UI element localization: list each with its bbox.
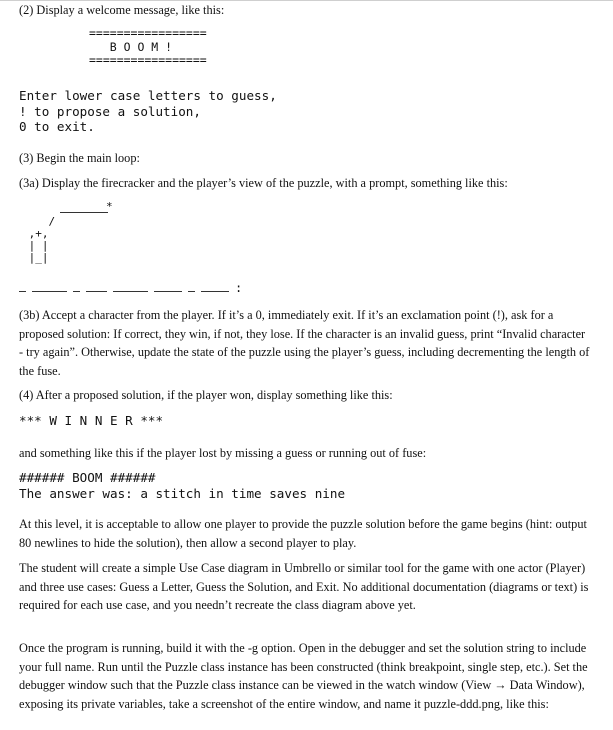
puzzle-blanks xyxy=(19,281,242,295)
step-3-heading: (3) Begin the main loop: xyxy=(19,151,140,165)
puzzle-blank xyxy=(32,290,67,292)
winner-message: *** W I N N E R *** xyxy=(19,413,164,428)
banner-line: ================= xyxy=(89,26,207,40)
step-4-heading: (4) After a proposed solution, if the player won, display something like this: xyxy=(19,388,393,402)
art-line: | | xyxy=(22,239,49,252)
banner-line: B O O M ! xyxy=(89,39,173,54)
use-case-paragraph: The student will create a simple Use Case diagram in Umbrello or similar tool for the game with one actor (Player) and three use cases: Guess a Letter, Guess the Solution, and Exit. No additional documentation (diagrams or text) is required for each use case, and you needn’t recreate the class diagram above yet. xyxy=(19,561,589,612)
puzzle-blank xyxy=(154,290,182,292)
welcome-banner xyxy=(89,27,207,68)
puzzle-blank xyxy=(113,290,148,292)
step-2-heading: (2) Display a welcome message, like this: xyxy=(19,3,225,17)
guess-prompt: : xyxy=(235,281,243,295)
step-3a-text: (3a) Display the firecracker and the player’s view of the puzzle, with a prompt, something like this: xyxy=(19,176,508,190)
puzzle-blank xyxy=(86,290,107,292)
lost-message xyxy=(19,470,345,501)
puzzle-blank xyxy=(73,290,80,292)
enter-instructions xyxy=(19,88,277,135)
lost-line: ###### BOOM ###### xyxy=(19,470,156,485)
puzzle-blank xyxy=(201,290,229,292)
art-line: ,+, xyxy=(22,227,49,240)
lost-line: The answer was: a stitch in time saves nine xyxy=(19,485,346,501)
instruction-line: Enter lower case letters to guess, xyxy=(19,88,277,103)
step-3b-text: (3b) Accept a character from the player. If it’s a 0, immediately exit. If it’s an exclamation point (!), ask for a proposed solution: If correct, they win, if not, they lose. If the character is an invalid guess, print “Invalid character - try again”. Otherwise, update the state of the puzzle using the player’s guess, including decrementing the length of the fuse. xyxy=(19,308,590,378)
fuse-line xyxy=(60,212,108,213)
instruction-line: 0 to exit. xyxy=(19,119,95,134)
spark-glyph: * xyxy=(106,200,113,213)
art-line: / xyxy=(22,215,56,228)
lost-intro: and something like this if the player lost by missing a guess or running out of fuse: xyxy=(19,446,427,460)
instruction-line: ! to propose a solution, xyxy=(19,103,201,119)
art-line: |_| xyxy=(22,251,49,264)
puzzle-blank xyxy=(19,290,26,292)
firecracker-art xyxy=(22,216,55,264)
puzzle-blank xyxy=(188,290,195,292)
level-paragraph: At this level, it is acceptable to allow one player to provide the puzzle solution before the game begins (hint: output 80 newlines to hide the solution), then allow a second player to play. xyxy=(19,517,587,550)
banner-line: ================= xyxy=(89,53,207,67)
debugger-paragraph: Once the program is running, build it with the -g option. Open in the debugger and set the solution string to include your full name. Run until the Puzzle class instance has been constructed (think breakpoint, single step, etc.). Set the debugger window such that the Puzzle class instance can be viewed in the watch window (View → Data Window), exposing its private variables, take a screenshot of the entire window, and name it puzzle-ddd.png, like this: xyxy=(19,641,588,711)
